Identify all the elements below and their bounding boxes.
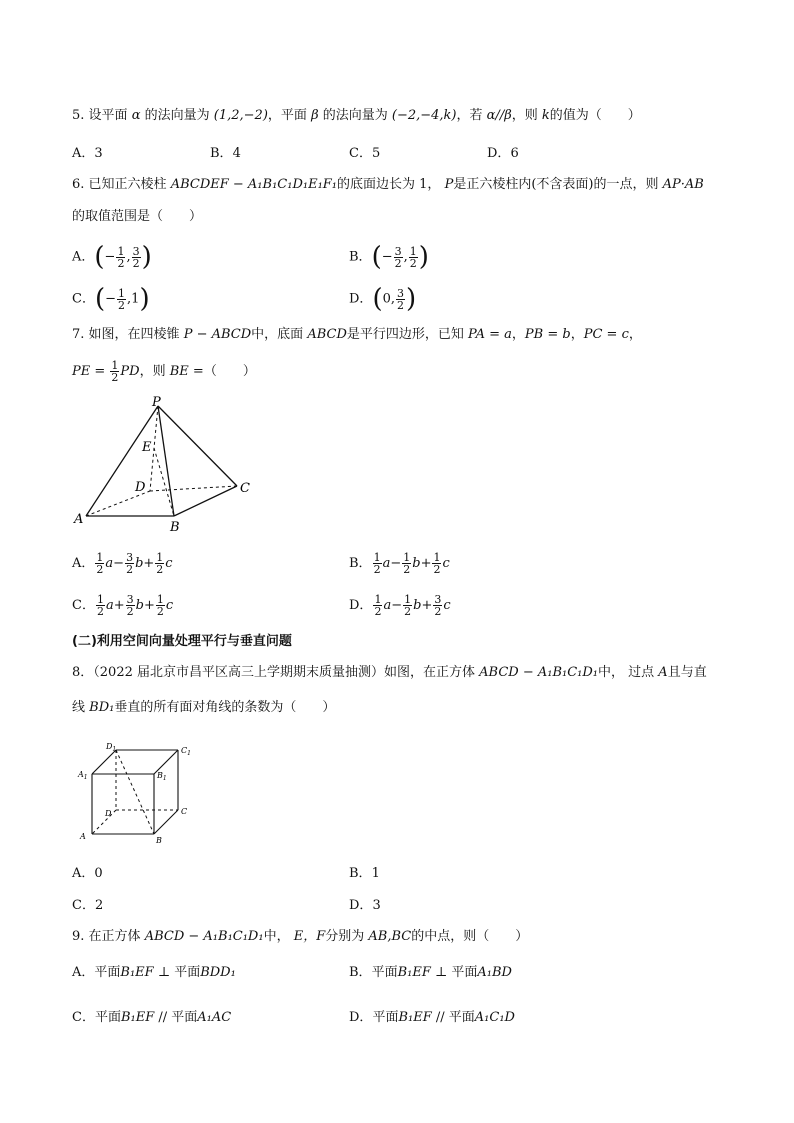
label-d1: $D_1$ [106, 742, 117, 753]
q7-stem-line2: PE = $\frac{1}{2}$ PD，则 BE =（ ） [72, 359, 256, 384]
q8-option-c[interactable]: C．2 [72, 898, 104, 913]
q9-option-c[interactable]: C．平面B₁EF // 平面A₁AC [72, 1010, 232, 1025]
label-e: E [142, 440, 152, 455]
label-c1: $C_1$ [181, 746, 191, 757]
q5-option-b[interactable]: B．4 [210, 146, 241, 161]
q8-option-d[interactable]: D．3 [349, 898, 381, 913]
pyramid-figure [70, 395, 260, 535]
q7-stem: 7. 如图，在四棱锥 P − ABCD中，底面 ABCD是平行四边形，已知 PA = a，PB = b，PC = c， [72, 327, 642, 342]
label-a1: $A_1$ [78, 770, 88, 781]
label-c: C [181, 807, 188, 816]
label-a: A [80, 832, 86, 841]
q9-option-d[interactable]: D．平面B₁EF // 平面A₁C₁D [349, 1010, 515, 1025]
q6-stem: 6. 已知正六棱柱 ABCDEF − A₁B₁C₁D₁E₁F₁的底面边长为 1， P是正六棱柱内(不含表面)的一点，则 AP·AB [72, 177, 704, 192]
q8-stem-line2: 线 BD₁垂直的所有面对角线的条数为（ ） [72, 700, 336, 715]
label-b: B [156, 836, 162, 845]
label-d: D [135, 480, 146, 495]
q6-stem-line2: 的取值范围是（ ） [72, 209, 203, 224]
q8-option-a[interactable]: A．0 [72, 866, 103, 881]
q6-option-c[interactable]: C．(− $\frac{1}{2}$ ,1) [72, 284, 150, 314]
q9-option-a[interactable]: A．平面B₁EF ⊥ 平面BDD₁ [72, 965, 236, 980]
q6-option-d[interactable]: D．(0, $\frac{3}{2}$ ) [349, 284, 417, 314]
q5-option-a[interactable]: A．3 [72, 146, 103, 161]
q7-option-c[interactable]: C． $\frac{1}{2}$ a+ $\frac{3}{2}$ b+ $\frac{1}{2}$ c [72, 593, 174, 618]
q6-option-b[interactable]: B．(− $\frac{3}{2}$ , $\frac{1}{2}$ ) [349, 242, 429, 272]
label-a: A [74, 512, 84, 527]
q9-stem: 9. 在正方体 ABCD − A₁B₁C₁D₁中， E，F分别为 AB,BC的中点，则（ ） [72, 929, 529, 944]
label-b1: $B_1$ [157, 771, 167, 782]
q7-option-a[interactable]: A． $\frac{1}{2}$ a− $\frac{3}{2}$ b+ $\frac{1}{2}$ c [72, 551, 173, 576]
q7-option-b[interactable]: B． $\frac{1}{2}$ a− $\frac{1}{2}$ b+ $\frac{1}{2}$ c [349, 551, 450, 576]
q5-option-d[interactable]: D．6 [487, 146, 519, 161]
q9-option-b[interactable]: B．平面B₁EF ⊥ 平面A₁BD [349, 965, 512, 980]
q5-option-c[interactable]: C．5 [349, 146, 381, 161]
q7-option-d[interactable]: D． $\frac{1}{2}$ a− $\frac{1}{2}$ b+ $\frac{3}{2}$ c [349, 593, 451, 618]
label-b: B [170, 520, 180, 535]
q5-stem: 5. 设平面 α 的法向量为 (1,2,−2)，平面 β 的法向量为 (−2,−4,k)，若 α//β，则 k的值为（ ） [72, 108, 641, 123]
label-d: D [105, 809, 112, 818]
q8-option-b[interactable]: B．1 [349, 866, 380, 881]
cube-figure [70, 742, 200, 847]
section-header: (二)利用空间向量处理平行与垂直问题 [72, 634, 292, 649]
label-p: P [152, 395, 161, 410]
label-c: C [240, 481, 250, 496]
q6-option-a[interactable]: A．(− $\frac{1}{2}$ , $\frac{3}{2}$ ) [72, 242, 152, 272]
q8-stem: 8．（2022 届北京市昌平区高三上学期期末质量抽测）如图，在正方体 ABCD − A₁B₁C₁D₁中， 过点 A且与直 [72, 665, 707, 680]
